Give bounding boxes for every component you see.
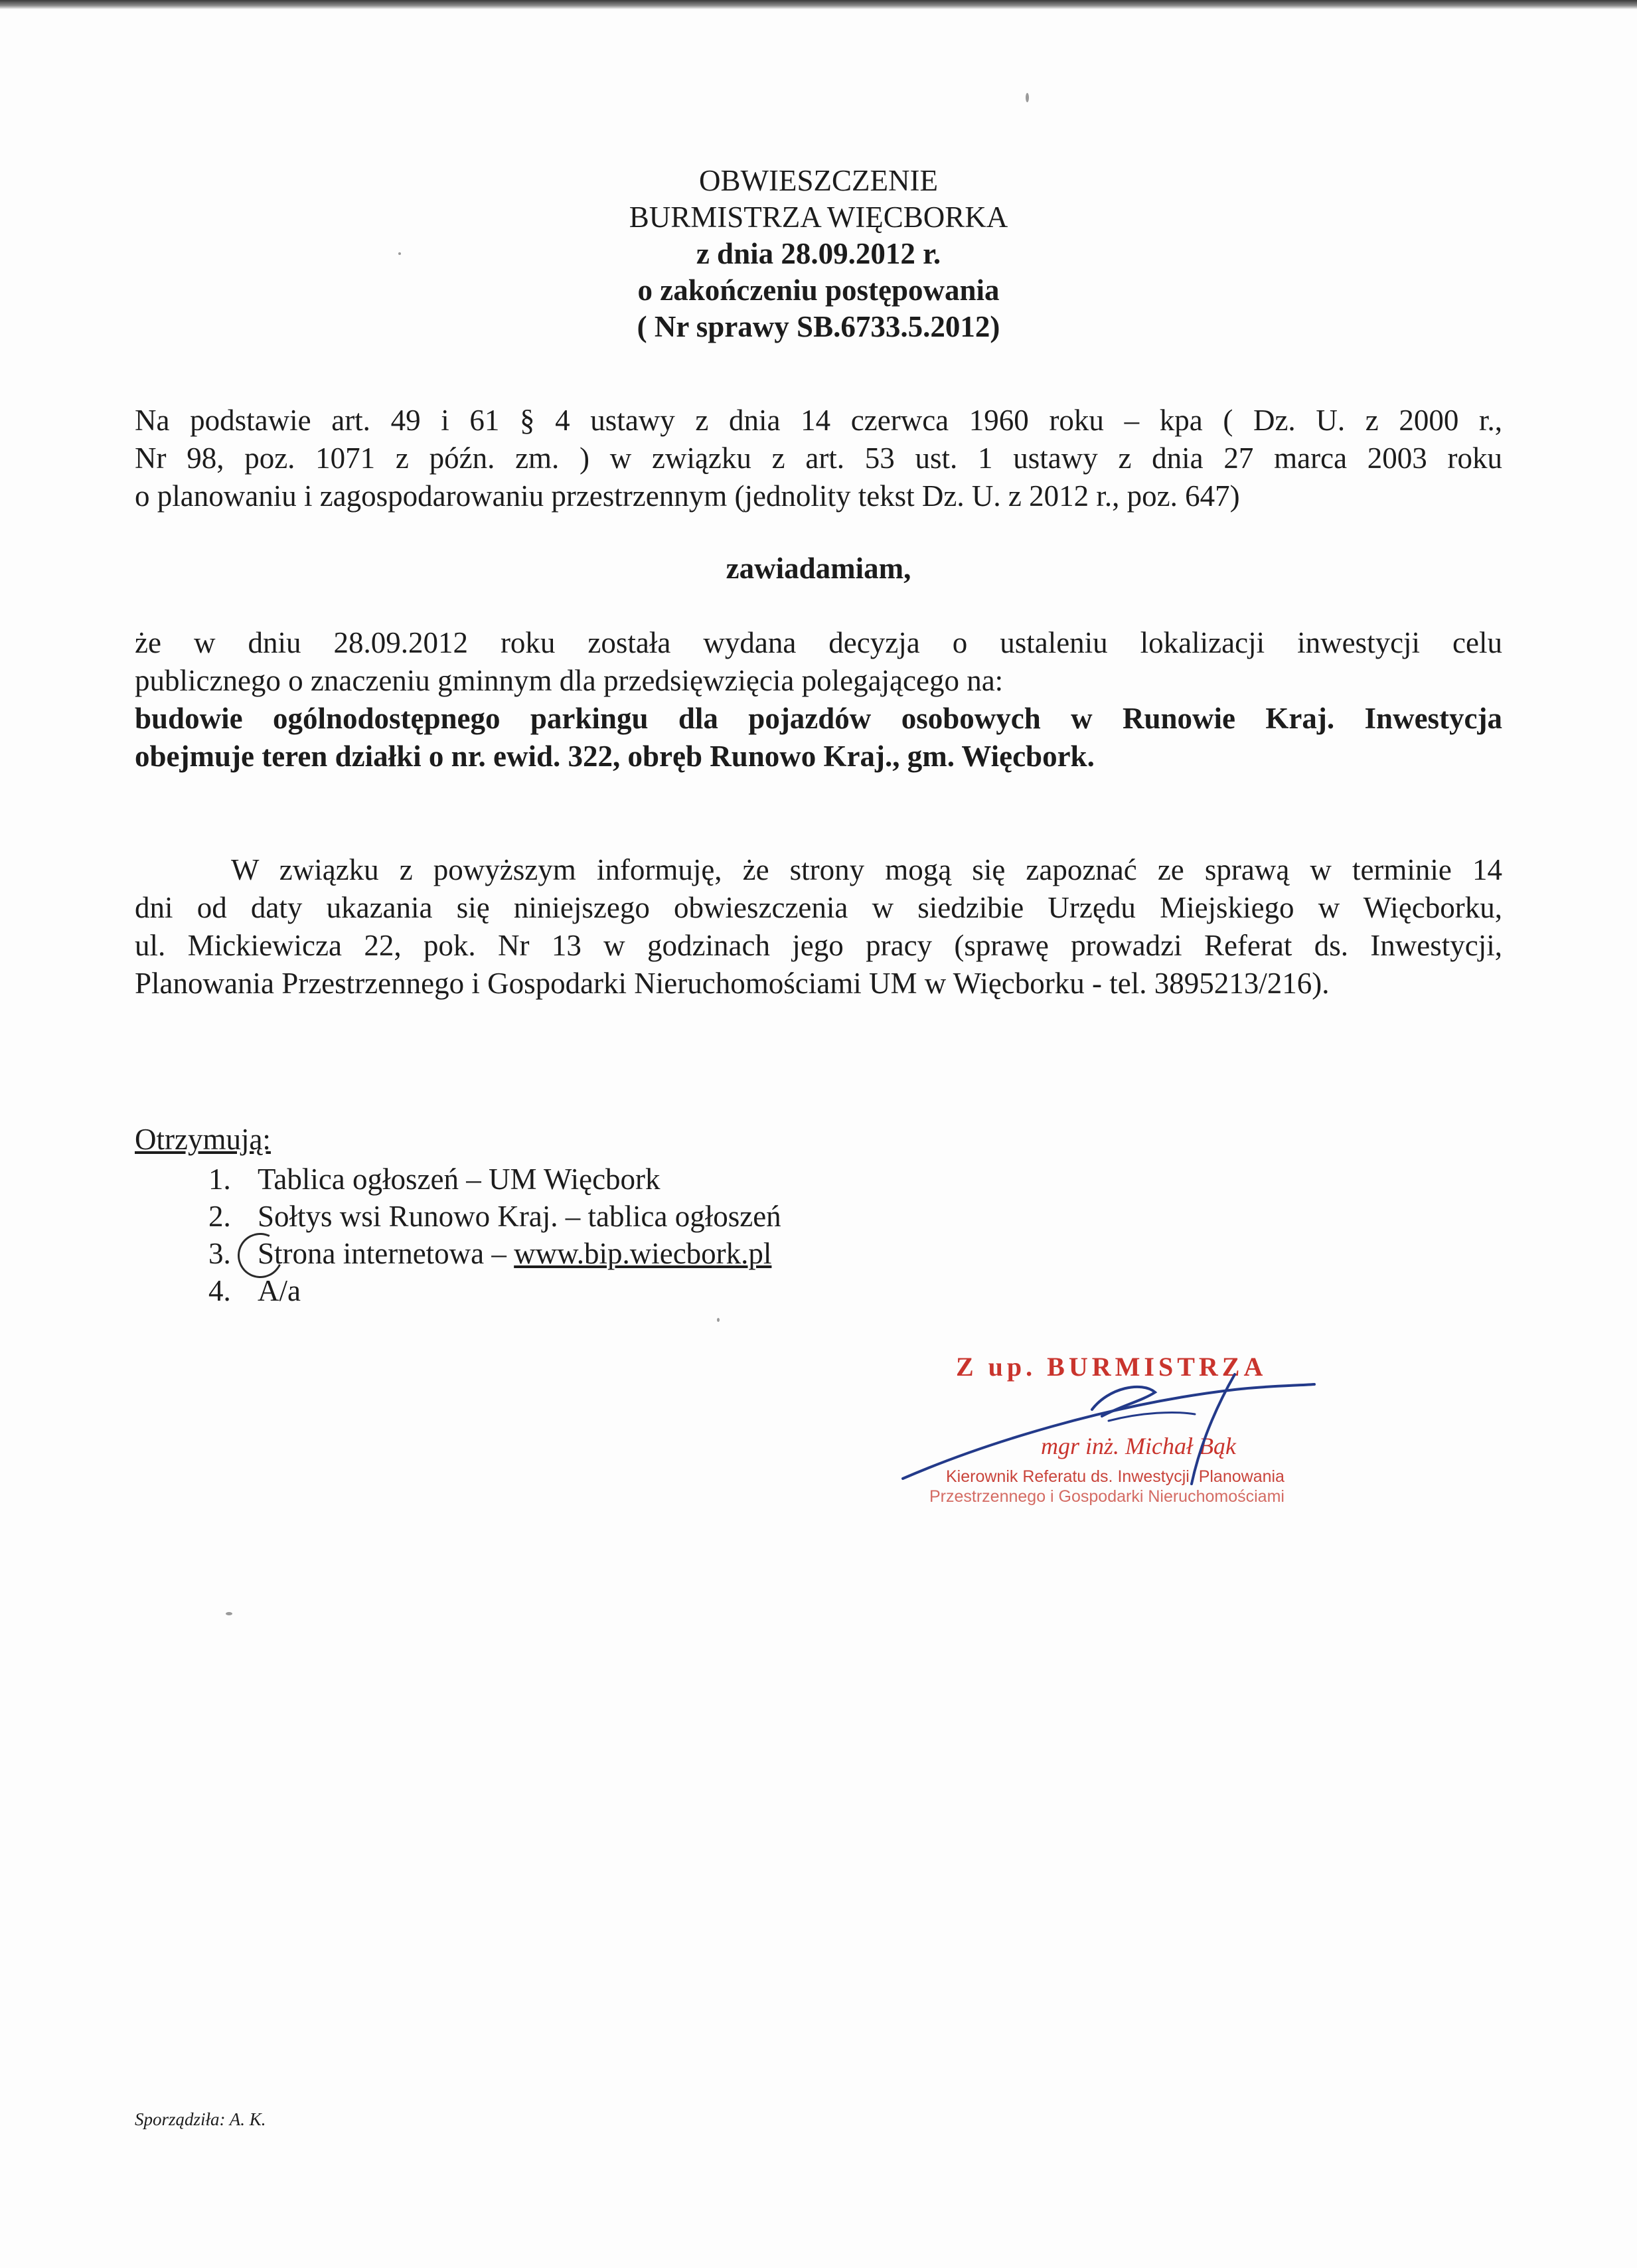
stamp-signatory: mgr inż. Michał Bąk (1041, 1433, 1236, 1459)
legal-basis-line: Nr 98, poz. 1071 z późn. zm. ) w związku z art. 53 ust. 1 ustawy z dnia 27 marca 2003 roku (135, 442, 1502, 475)
decision-paragraph (135, 624, 1502, 775)
document-header (133, 163, 1504, 345)
decision-line: że w dniu 28.09.2012 roku została wydana decyzja o ustaleniu lokalizacji inwestycji celu (135, 626, 1502, 659)
website-link[interactable]: www.bip.wiecbork.pl (514, 1237, 772, 1270)
item-number: 3. (208, 1237, 231, 1270)
stamp-position: Kierownik Referatu ds. Inwestycji, Planowania (946, 1467, 1285, 1486)
item-number: 2. (208, 1200, 231, 1233)
scan-speck (398, 252, 401, 255)
list-item (208, 1198, 781, 1235)
scan-speck (1026, 93, 1029, 102)
prepared-by: Sporządziła: A. K. (135, 2109, 266, 2129)
information-line: W związku z powyższym informuję, że strony mogą się zapoznać ze sprawą w terminie 14 (231, 853, 1502, 886)
information-line: dni od daty ukazania się niniejszego obwieszczenia w siedzibie Urzędu Miejskiego w Więcborku, (135, 891, 1502, 924)
item-text: Tablica ogłoszeń – UM Więcbork (258, 1163, 661, 1196)
information-line: ul. Mickiewicza 22, pok. Nr 13 w godzinach jego pracy (sprawę prowadzi Referat ds. Inwestycji, (135, 929, 1502, 962)
list-item (208, 1235, 781, 1272)
information-paragraph (135, 851, 1502, 1003)
item-text: A/a (258, 1274, 301, 1307)
information-line: Planowania Przestrzennego i Gospodarki Nieruchomościami UM w Więcborku - tel. 3895213/216). (135, 967, 1330, 1000)
decision-bold-line: obejmuje teren działki o nr. ewid. 322, obręb Runowo Kraj., gm. Więcbork. (135, 740, 1095, 773)
handwritten-signature (890, 1351, 1434, 1497)
issuer-title: BURMISTRZA WIĘCBORKA (629, 201, 1008, 234)
legal-basis-line: o planowaniu i zagospodarowaniu przestrzennym (jednolity tekst Dz. U. z 2012 r., poz. 647) (135, 479, 1240, 513)
legal-basis-line: Na podstawie art. 49 i 61 § 4 ustawy z dnia 14 czerwca 1960 roku – kpa ( Dz. U. z 2000 r., (135, 404, 1502, 437)
recipients-list (208, 1161, 781, 1309)
stamp-department: Przestrzennego i Gospodarki Nieruchomościami (929, 1487, 1285, 1506)
item-number: 4. (208, 1274, 231, 1307)
decision-line: publicznego o znaczeniu gminnym dla przedsięwzięcia polegającego na: (135, 664, 1004, 697)
issue-date: z dnia 28.09.2012 r. (696, 237, 941, 270)
decision-bold-line: budowie ogólnodostępnego parkingu dla pojazdów osobowych w Runowie Kraj. Inwestycja (135, 702, 1502, 735)
list-item (208, 1272, 781, 1309)
item-number: 1. (208, 1163, 231, 1196)
scan-speck (226, 1612, 232, 1615)
official-stamp (890, 1351, 1434, 1524)
list-item (208, 1161, 781, 1198)
document-subject: o zakończeniu postępowania (637, 274, 1000, 307)
legal-basis-paragraph (135, 402, 1502, 515)
scan-speck (717, 1318, 720, 1322)
document-title: OBWIESZCZENIE (699, 164, 938, 197)
item-text: Strona internetowa – (258, 1237, 514, 1270)
recipients-title: Otrzymują: (135, 1123, 271, 1156)
stamp-authority: Z up. BURMISTRZA (956, 1352, 1267, 1382)
item-text: Sołtys wsi Runowo Kraj. – tablica ogłoszeń (258, 1200, 781, 1233)
scan-top-edge (0, 0, 1637, 9)
case-number: ( Nr sprawy SB.6733.5.2012) (637, 310, 1000, 343)
notify-heading: zawiadamiam, (726, 552, 911, 585)
